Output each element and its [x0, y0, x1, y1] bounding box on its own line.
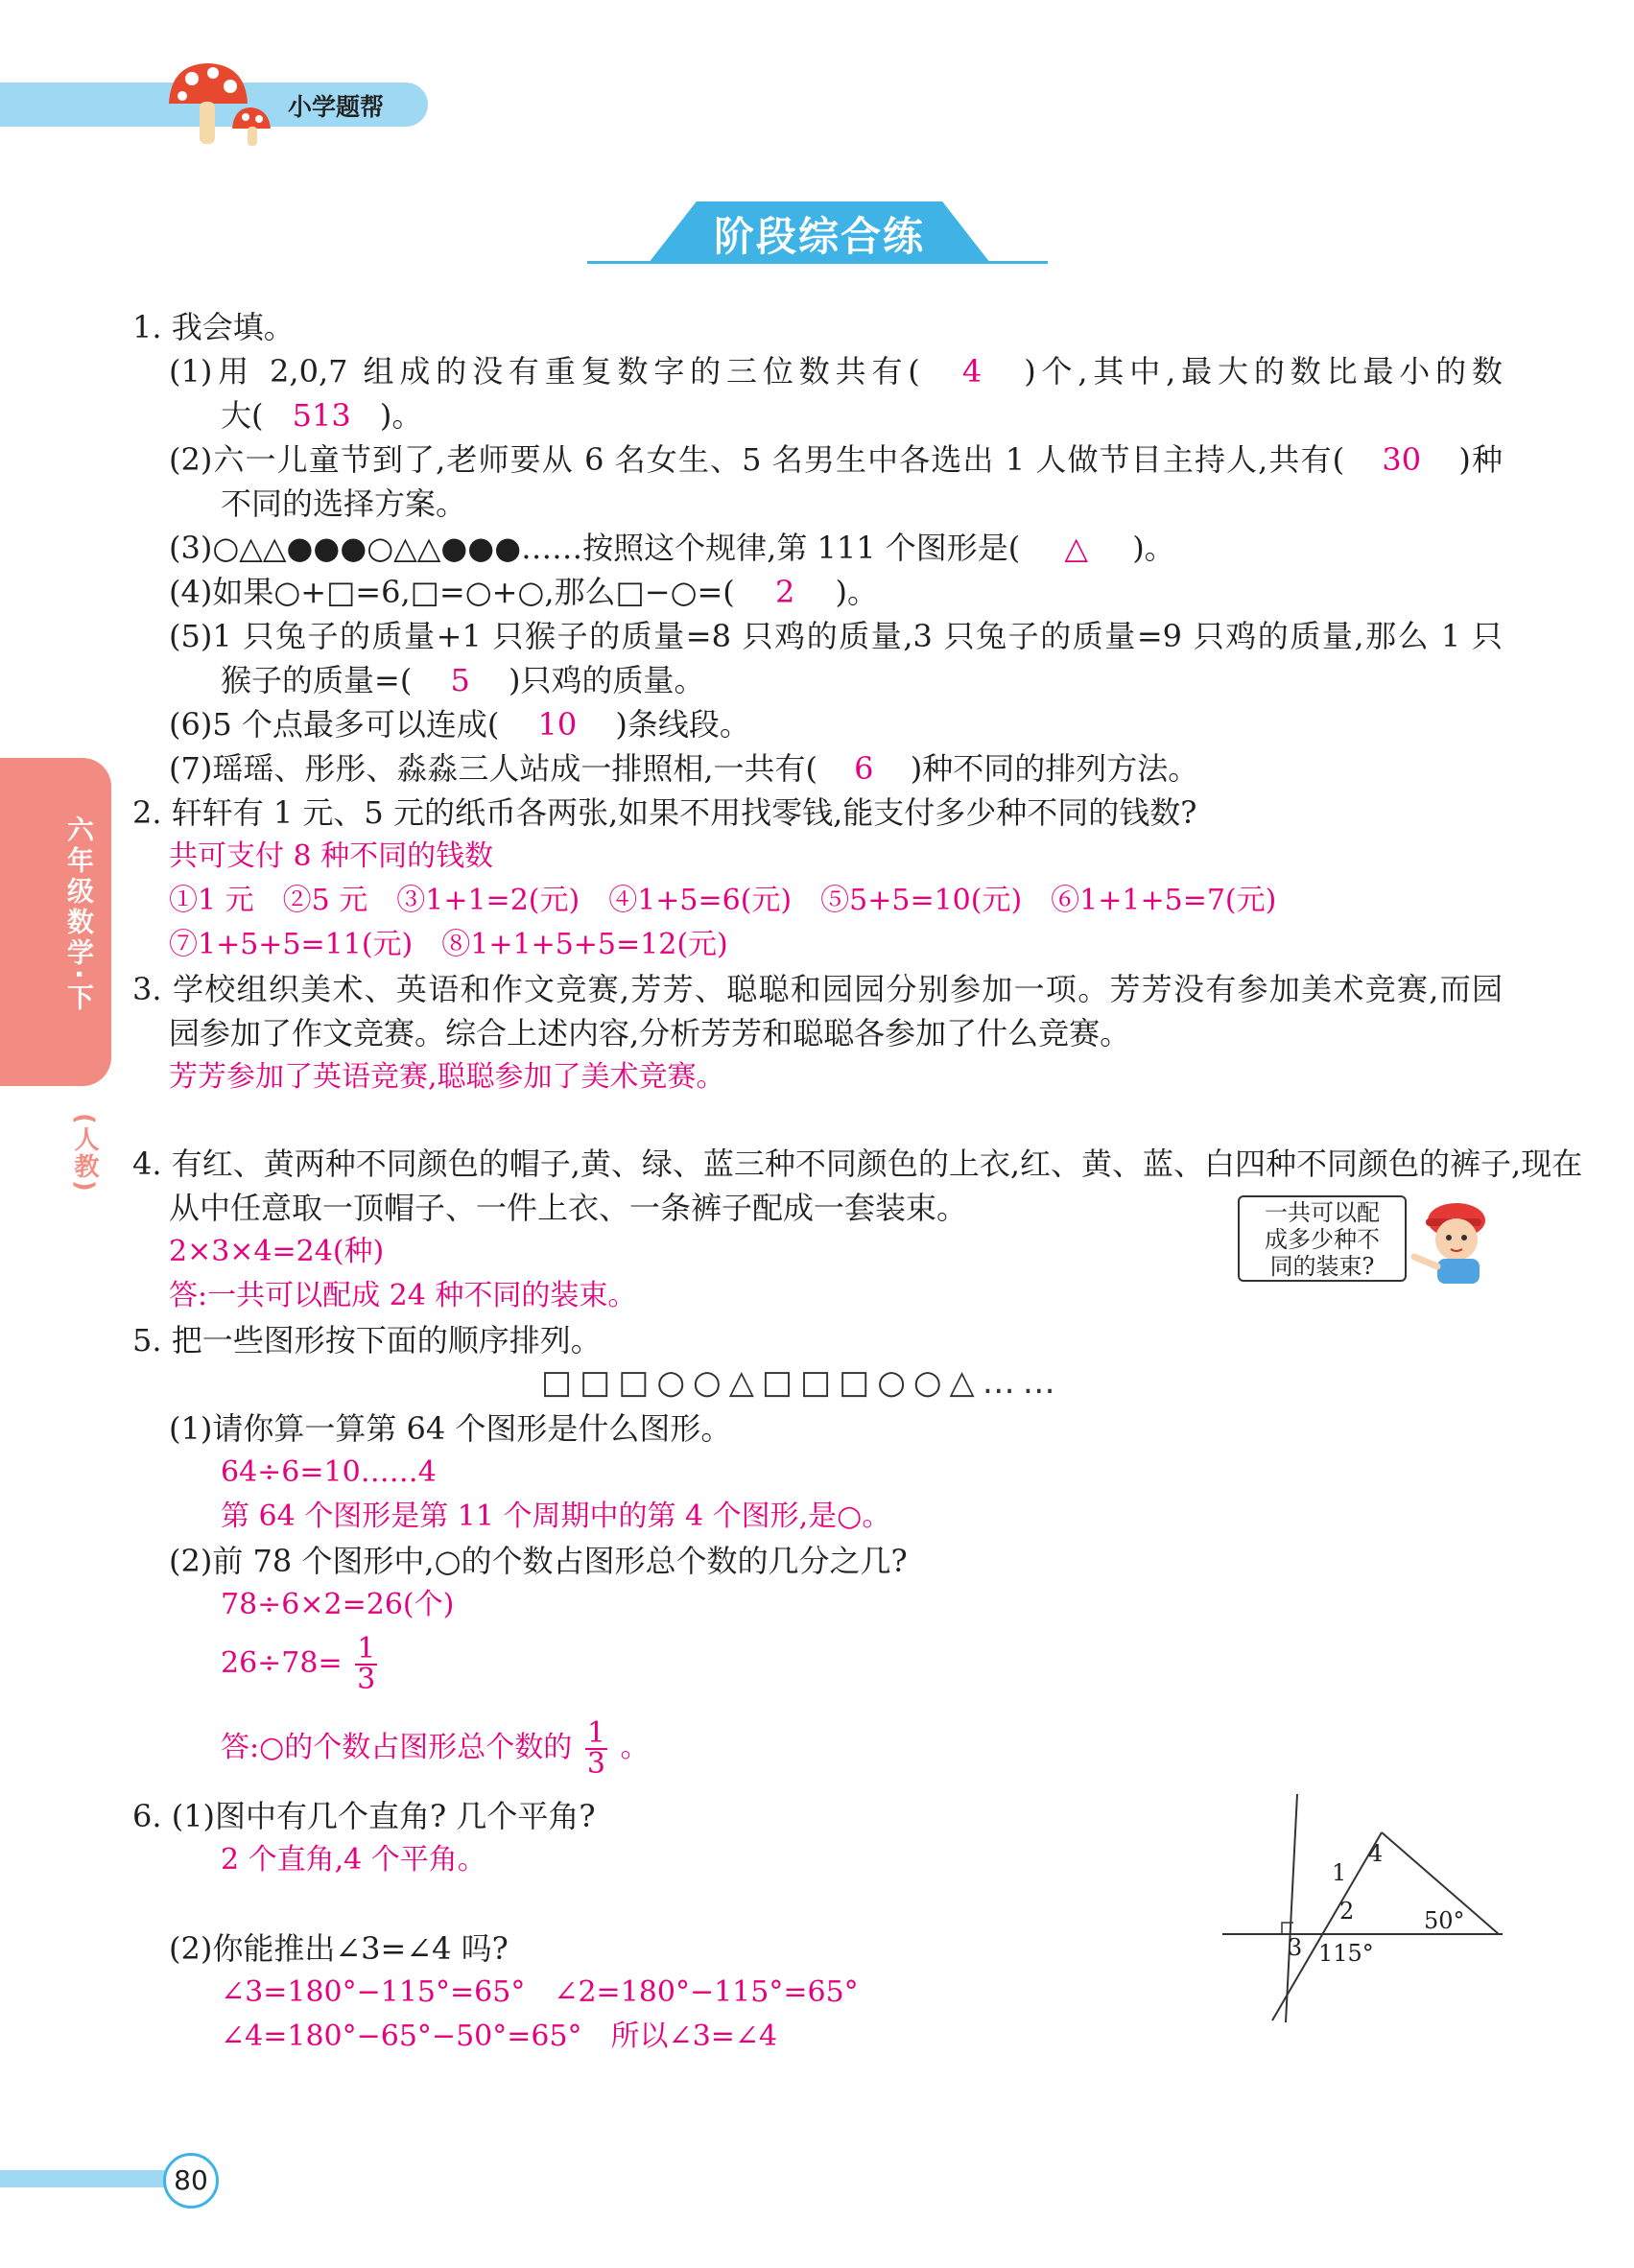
q5-sub-2-answer-1: 78÷6×2=26(个)	[221, 1588, 455, 1621]
q1-item-3	[169, 526, 1175, 570]
mushroom-logo-icon	[163, 56, 278, 148]
right-angle-mark	[1282, 1923, 1293, 1934]
angle-4-label: 4	[1368, 1840, 1384, 1867]
q1-item-4	[169, 570, 878, 614]
angle-50-label: 50°	[1424, 1907, 1465, 1934]
q1-label: 1. 我会填。	[132, 309, 295, 345]
q1-item-1	[169, 349, 1503, 393]
q3-text-1: 3. 学校组织美术、英语和作文竞赛,芳芳、聪聪和园园分别参加一项。芳芳没有参加美术竞赛,而园	[132, 971, 1503, 1007]
q2-answer-line-1: 共可支付 8 种不同的钱数	[169, 839, 494, 873]
speech-bubble-line: 同的装束?	[1269, 1253, 1375, 1280]
speech-bubble-line: 成多少种不	[1265, 1226, 1380, 1253]
q5-text: 5. 把一些图形按下面的顺序排列。	[132, 1322, 602, 1358]
answer: 513	[292, 397, 351, 434]
page-number: 80	[163, 2153, 219, 2209]
q1-item-3-text: (3)○△△●●●○△△●●●……按照这个规律,第 111 个图形是(	[169, 530, 1021, 566]
fraction	[355, 1632, 377, 1696]
q2-answer-line-3: ⑦1+5+5=11(元) ⑧1+1+5+5=12(元)	[169, 928, 728, 961]
answer: 6	[854, 750, 874, 787]
shape-sequence: □□□○○△□□□○○△……	[541, 1363, 1063, 1402]
q1-item-2-cont: 不同的选择方案。	[221, 485, 467, 522]
speech-bubble	[1238, 1195, 1407, 1282]
section-title: 阶段综合练	[713, 213, 925, 260]
slanted-line	[1272, 1832, 1382, 2020]
q1-item-2-text: (2)六一儿童节到了,老师要从 6 名女生、5 名男生中各选出 1 人做节目主持人,共有(	[169, 441, 1345, 478]
fraction-numerator: 1	[357, 1632, 376, 1666]
boy-character-icon	[1409, 1190, 1501, 1286]
q1-item-6	[169, 702, 750, 746]
angle-2-label: 2	[1339, 1898, 1355, 1925]
fraction-denominator: 3	[586, 1747, 605, 1781]
q1-item-2	[169, 437, 1503, 482]
q1-item-7-text: )种不同的排列方法。	[910, 750, 1199, 787]
q1-item-1-text: (1)用 2,0,7 组成的没有重复数字的三位数共有(	[169, 353, 920, 390]
q1-item-1-cont	[221, 393, 422, 437]
answer-text: 。	[620, 1731, 650, 1764]
q1-item-5: (5)1 只兔子的质量+1 只猴子的质量=8 只鸡的质量,3 只兔子的质量=9 只鸡的质量,那么 1 只	[169, 618, 1503, 654]
brand-name: 小学题帮	[288, 93, 385, 121]
q1-item-3-text: )。	[1132, 530, 1175, 566]
q5-sub-2: (2)前 78 个图形中,○的个数占图形总个数的几分之几?	[169, 1543, 908, 1579]
q1-item-5-text: )只鸡的质量。	[509, 662, 705, 698]
q6-sub-2: (2)你能推出∠3=∠4 吗?	[169, 1930, 509, 1967]
q5-sub-1: (1)请你算一算第 64 个图形是什么图形。	[169, 1410, 732, 1447]
grade-side-tab-label: 六年级数学·下	[63, 815, 95, 1014]
angle-1-label: 1	[1332, 1859, 1347, 1886]
answer: 2	[774, 574, 795, 610]
q1-item-1-text: 大(	[221, 397, 264, 434]
q1-item-5-cont	[221, 658, 705, 702]
equation-text: 26÷78=	[221, 1646, 343, 1680]
q5-sub-1-answer-2: 第 64 个图形是第 11 个周期中的第 4 个图形,是○。	[221, 1500, 891, 1533]
q2-answer-line-2: ①1 元 ②5 元 ③1+1=2(元) ④1+5=6(元) ⑤5+5=10(元) ⑥1+1+5=7(元)	[169, 884, 1277, 917]
fraction-numerator: 1	[586, 1716, 605, 1750]
q5-sub-2-answer-3	[221, 1712, 649, 1784]
q3-text-2: 园参加了作文竞赛。综合上述内容,分析芳芳和聪聪各参加了什么竞赛。	[169, 1015, 1131, 1051]
answer: 4	[961, 353, 983, 390]
angle-figure	[1219, 1794, 1506, 2024]
q1-item-6-text: )条线段。	[615, 706, 750, 743]
q1-item-4-text: )。	[835, 574, 878, 610]
q6-sub-1-answer: 2 个直角,4 个平角。	[221, 1843, 486, 1877]
footer-bar	[0, 2170, 173, 2187]
q4-answer-2: 答:一共可以配成 24 种不同的装束。	[169, 1279, 637, 1312]
q4-text-2: 从中任意取一顶帽子、一件上衣、一条裤子配成一套装束。	[169, 1190, 968, 1226]
q4-text-1: 4. 有红、黄两种不同颜色的帽子,黄、绿、蓝三种不同颜色的上衣,红、黄、蓝、白四种不同颜色的裤子,现在	[132, 1146, 1583, 1182]
q5-sub-2-answer-2	[221, 1627, 381, 1700]
q1-item-1-text: )个,其中,最大的数比最小的数	[1024, 353, 1503, 390]
q1-item-1-text: )。	[379, 397, 423, 434]
q6-sub-1: 6. (1)图中有几个直角? 几个平角?	[132, 1798, 596, 1834]
q4-answer-1: 2×3×4=24(种)	[169, 1235, 385, 1268]
q5-sub-1-answer-1: 64÷6=10……4	[221, 1455, 437, 1489]
q1-item-7	[169, 746, 1198, 791]
q2-text: 2. 轩轩有 1 元、5 元的纸币各两张,如果不用找零钱,能支付多少种不同的钱数?	[132, 794, 1197, 831]
q1-item-7-text: (7)瑶瑶、彤彤、淼淼三人站成一排照相,一共有(	[169, 750, 817, 787]
answer: 10	[537, 706, 578, 743]
q6-sub-2-answer-1: ∠3=180°−115°=65° ∠2=180°−115°=65°	[221, 1975, 859, 2009]
fraction-denominator: 3	[357, 1663, 376, 1696]
q1-item-2-text: )种	[1458, 441, 1503, 478]
edition-label: (人教)	[70, 1113, 99, 1193]
q3-answer: 芳芳参加了英语竞赛,聪聪参加了美术竞赛。	[169, 1060, 725, 1094]
answer: 5	[450, 662, 470, 698]
fraction	[585, 1716, 607, 1781]
q1-item-6-text: (6)5 个点最多可以连成(	[169, 706, 500, 743]
q6-sub-2-answer-2: ∠4=180°−65°−50°=65° 所以∠3=∠4	[221, 2020, 778, 2053]
q1-item-5-text: 猴子的质量=(	[221, 662, 413, 698]
answer: △	[1064, 530, 1089, 566]
angle-3-label: 3	[1288, 1934, 1303, 1961]
speech-bubble-line: 一共可以配	[1265, 1199, 1380, 1226]
angle-115-label: 115°	[1318, 1940, 1374, 1967]
q1-item-4-text: (4)如果○+□=6,□=○+○,那么□−○=(	[169, 574, 735, 610]
answer: 30	[1382, 441, 1422, 478]
answer-text: 答:○的个数占图形总个数的	[221, 1731, 573, 1764]
